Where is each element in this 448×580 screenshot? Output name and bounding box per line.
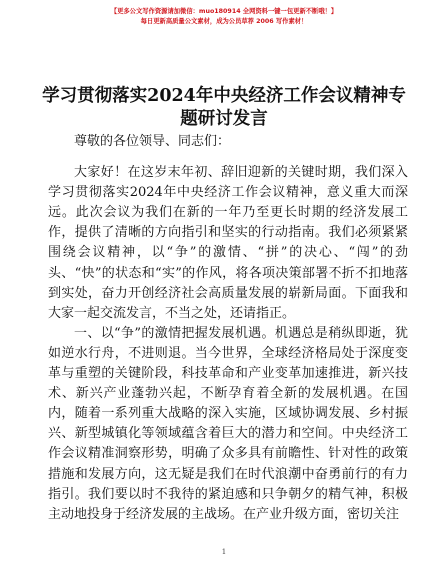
paragraph-section-1: 一、以“争”的激情把握发展机遇。机遇总是稍纵即逝，犹如逆水行舟，不进则退。当今世界，全球经济格局处于深度变革与重塑的关键阶段，科技革命和产业变革加速推进，新兴技术、新兴产业蓬勃兴起，不断孕育着全新的发展机遇。在国内，随着一系列重大战略的深入实施，区域协调发展、乡村振兴、新型城镇化等领域蕴含着巨大的潜力和空间。中央经济工作会议精准洞察形势，明确了众多具有前瞻性、针对性的政策措施和发展方向，这无疑是我们在时代浪潮中奋勇前行的有力指引。我们要以时不我待的紧迫感和只争朝夕的精气神，积极主动地投身于经济发展的主战场。在产业升级方面，密切关注 [48,325,408,522]
title-line-1: 学习贯彻落实2024年中央经济工作会议精神专 [42,86,406,106]
salutation: 尊敬的各位领导、同志们： [74,134,231,149]
banner-line-2: 每日更新高质量公文素材，成为公员草荐 2006 写作素材！ [140,17,308,25]
paragraph-intro: 大家好！在这岁末年初、辞旧迎新的关键时期，我们深入学习贯彻落实2024年中央经济工作会议精神，意义重大而深远。此次会议为我们在新的一年乃至更长时期的经济发展工作，提供了清晰的方向指引和坚实的行动指南。我们必须紧紧围绕会议精神，以“争”的激情、“拼”的决心、“闯”的劲头、“快”的状态和“实”的作风，将各项决策部署不折不扣地落到实处，奋力开创经济社会高质量发展的崭新局面。下面我和大家一起交流发言，不当之处，还请指正。 [48,165,408,321]
document-body [48,132,408,525]
page-number: 1 [221,548,227,556]
header-banner [0,7,448,26]
title-line-2: 题研讨发言 [180,109,268,129]
banner-line-1: 【更多公文写作资源请加微信：muo180914 全网资料一键一包更新不断哦！】 [110,8,338,15]
document-title [40,85,408,131]
